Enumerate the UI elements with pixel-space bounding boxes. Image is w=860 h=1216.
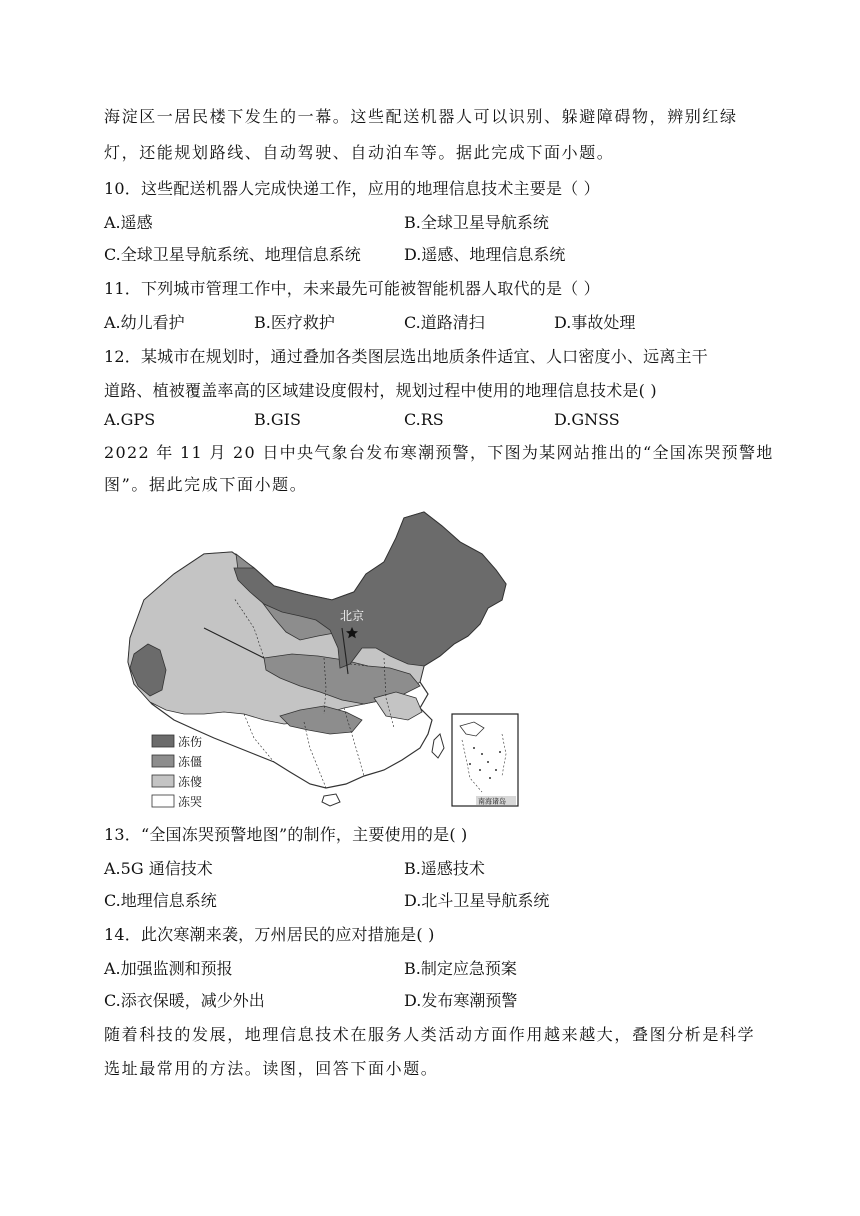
q12-option-c[interactable]: C.RS bbox=[404, 410, 444, 429]
question-12-stem: 道路、植被覆盖率高的区域建设度假村，规划过程中使用的地理信息技术是( ) bbox=[104, 381, 657, 400]
intro-paragraph-line: 图”。据此完成下面小题。 bbox=[104, 475, 308, 494]
question-11-stem: 11．下列城市管理工作中，未来最先可能被智能机器人取代的是（ ） bbox=[104, 279, 600, 298]
q11-option-a[interactable]: A.幼儿看护 bbox=[104, 313, 185, 332]
q13-option-b[interactable]: B.遥感技术 bbox=[404, 859, 485, 878]
q10-option-d[interactable]: D.遥感、地理信息系统 bbox=[404, 245, 566, 264]
intro-paragraph-line: 2022 年 11 月 20 日中央气象台发布寒潮预警，下图为某网站推出的“全国冻哭预警地 bbox=[104, 443, 774, 462]
q14-option-d[interactable]: D.发布寒潮预警 bbox=[404, 991, 518, 1010]
q12-option-a[interactable]: A.GPS bbox=[104, 410, 156, 429]
q10-option-c[interactable]: C.全球卫星导航系统、地理信息系统 bbox=[104, 245, 361, 264]
legend-label-freeze-injury: 冻伤 bbox=[178, 735, 203, 749]
cold-warning-map bbox=[104, 508, 524, 810]
q13-option-c[interactable]: C.地理信息系统 bbox=[104, 891, 217, 910]
q10-option-b[interactable]: B.全球卫星导航系统 bbox=[404, 213, 549, 232]
q11-option-c[interactable]: C.道路清扫 bbox=[404, 313, 485, 332]
south-china-sea-inset bbox=[452, 714, 518, 806]
intro-paragraph-line: 灯，还能规划路线、自动驾驶、自动泊车等。据此完成下面小题。 bbox=[104, 143, 615, 162]
question-12-stem: 12．某城市在规划时，通过叠加各类图层选出地质条件适宜、人口密度小、远离主干 bbox=[104, 347, 708, 366]
intro-paragraph-line: 海淀区一居民楼下发生的一幕。这些配送机器人可以识别、躲避障碍物，辨别红绿 bbox=[104, 107, 738, 126]
q14-option-c[interactable]: C.添衣保暖，减少外出 bbox=[104, 991, 265, 1010]
map-city-label: 北京 bbox=[340, 609, 365, 623]
inset-label: 南海诸岛 bbox=[478, 797, 506, 806]
q12-option-b[interactable]: B.GIS bbox=[254, 410, 301, 429]
question-10-stem: 10．这些配送机器人完成快递工作，应用的地理信息技术主要是（ ） bbox=[104, 179, 600, 198]
q13-option-a[interactable]: A.5G 通信技术 bbox=[104, 859, 213, 878]
question-13-stem: 13．“全国冻哭预警地图”的制作，主要使用的是( ) bbox=[104, 825, 468, 844]
q14-option-b[interactable]: B.制定应急预案 bbox=[404, 959, 517, 978]
q10-option-a[interactable]: A.遥感 bbox=[104, 213, 153, 232]
intro-paragraph-line: 选址最常用的方法。读图，回答下面小题。 bbox=[104, 1059, 439, 1078]
q13-option-d[interactable]: D.北斗卫星导航系统 bbox=[404, 891, 550, 910]
question-14-stem: 14．此次寒潮来袭，万州居民的应对措施是( ) bbox=[104, 925, 435, 944]
legend-label-frozen-crying: 冻哭 bbox=[178, 795, 203, 809]
legend-label-frozen-silly: 冻傻 bbox=[178, 775, 203, 789]
q11-option-b[interactable]: B.医疗救护 bbox=[254, 313, 335, 332]
q11-option-d[interactable]: D.事故处理 bbox=[554, 313, 636, 332]
intro-paragraph-line: 随着科技的发展，地理信息技术在服务人类活动方面作用越来越大，叠图分析是科学 bbox=[104, 1025, 756, 1044]
q14-option-a[interactable]: A.加强监测和预报 bbox=[104, 959, 233, 978]
legend-label-frozen-stiff: 冻僵 bbox=[178, 755, 203, 769]
q12-option-d[interactable]: D.GNSS bbox=[554, 410, 620, 429]
